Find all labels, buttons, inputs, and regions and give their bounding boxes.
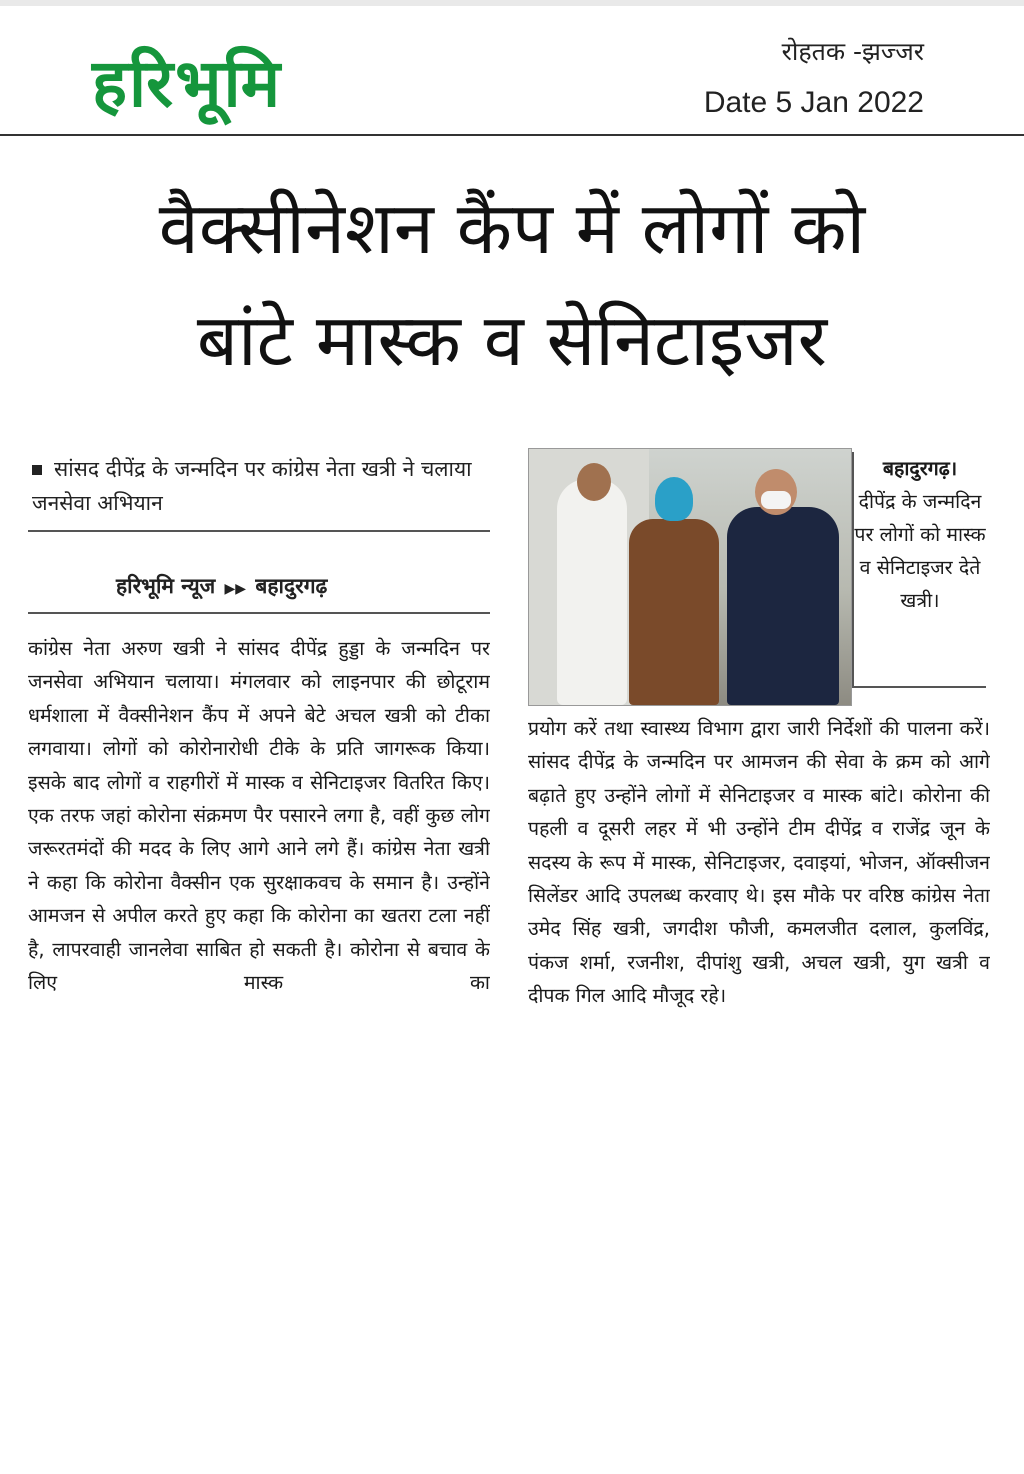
- masthead-rule: [0, 134, 1024, 136]
- caption-place: बहादुरगढ़।: [882, 457, 958, 480]
- photo-person-jacket: [727, 507, 839, 705]
- headline: [0, 172, 1024, 396]
- headline-line-2: बांटे मास्क व सेनिटाइजर: [196, 298, 828, 382]
- byline-place: बहादुरगढ़: [255, 574, 328, 598]
- article-column-right: प्रयोग करें तथा स्वास्थ्य विभाग द्वारा जारी निर्देशों की पालना करें। सांसद दीपेंद्र के जन्मदिन पर आमजन की सेवा के क्रम को आगे बढ़ाते हुए उन्होंने लोगों में सेनिटाइजर व मास्क बांटे। कोरोना की पहली व दूसरी लहर में भी उन्होंने टीम दीपेंद्र व राजेंद्र जून के सदस्य के रूप में मास्क, सेनिटाइजर, दवाइयां, भोजन, ऑक्सीजन सिलेंडर आदि उपलब्ध करवाए थे। इस मौके पर वरिष्ठ कांग्रेस नेता उमेद सिंह खत्री, जगदीश फौजी, कमलजीत दलाल, कुलविंद्र, पंकज शर्मा, रजनीश, दीपांशु खत्री, अचल खत्री, युग खत्री व दीपक गिल आदि मौजूद रहे।: [528, 717, 990, 1008]
- photo-person-sweater: [629, 519, 719, 705]
- byline-rule: [28, 612, 490, 614]
- subhead-rule: [28, 530, 490, 532]
- face-mask-icon: [761, 491, 791, 509]
- photo-head-2: [655, 477, 693, 521]
- caption-text: दीपेंद्र के जन्मदिन पर लोगों को मास्क व सेनिटाइजर देते खत्री।: [854, 490, 986, 612]
- byline: [116, 572, 327, 600]
- masthead: [0, 6, 1024, 134]
- bullet-icon: [32, 465, 42, 475]
- date-label: Date 5 Jan 2022: [703, 86, 924, 119]
- edition-label: रोहतक -झज्जर: [781, 37, 924, 66]
- headline-line-1: वैक्सीनेशन कैंप में लोगों को: [158, 186, 866, 270]
- newspaper-logo: हरिभूमि: [92, 45, 283, 122]
- subheadline-text: सांसद दीपेंद्र के जन्मदिन पर कांग्रेस नेता खत्री ने चलाया जनसेवा अभियान: [32, 457, 472, 515]
- byline-source: हरिभूमि न्यूज: [116, 574, 216, 598]
- double-arrow-icon: ▶▶: [224, 581, 247, 597]
- news-photo: [528, 448, 852, 706]
- photo-head-1: [577, 463, 611, 501]
- article-column-left: कांग्रेस नेता अरुण खत्री ने सांसद दीपेंद्र हुड्डा के जन्मदिन पर जनसेवा अभियान चलाया। मंगलवार को लाइनपार की छोटूराम धर्मशाला में वैक्सीनेशन कैंप में अपने बेटे अचल खत्री को टीका लगवाया। लोगों को कोरोनारोधी टीके के प्रति जागरूक किया। इसके बाद लोगों व राहगीरों में मास्क व सेनिटाइजर वितरित किए। एक तरफ जहां कोरोना संक्रमण पैर पसारने लगा है, वहीं कुछ लोग जरूरतमंदों की मदद के लिए आगे आने लगे हैं। कांग्रेस नेता खत्री ने कहा कि कोरोना वैक्सीन एक सुरक्षाकवच के समान है। उन्होंने आमजन से अपील करते हुए कहा कि कोरोना का खतरा टला नहीं है, लापरवाही जानलेवा साबित हो सकती है। कोरोना से बचाव के लिए मास्क का: [28, 637, 490, 995]
- photo-person-white: [557, 479, 627, 705]
- photo-caption: [852, 452, 986, 688]
- subheadline: [32, 452, 492, 520]
